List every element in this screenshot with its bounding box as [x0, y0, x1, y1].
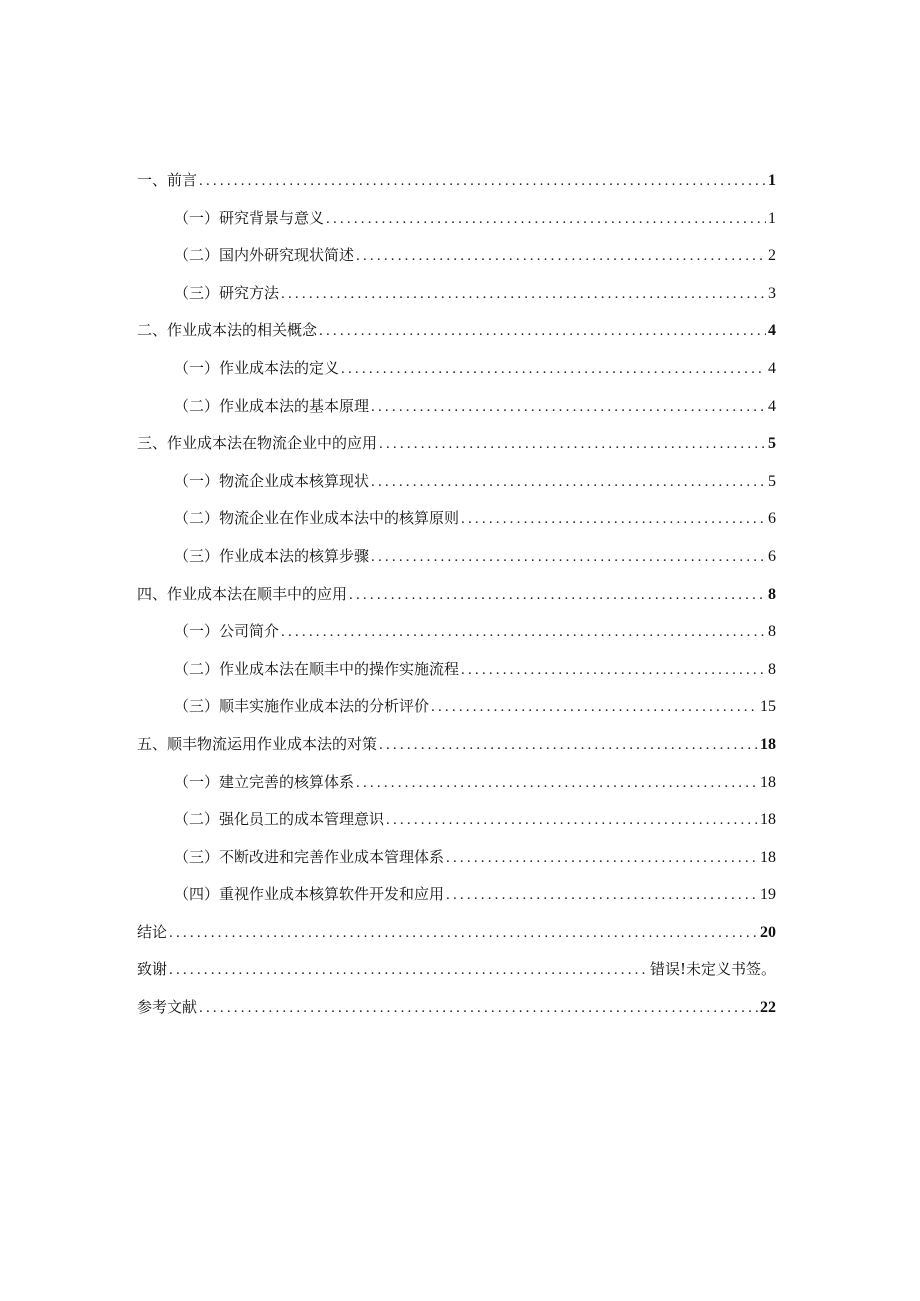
toc-page-number: 5 — [768, 472, 776, 490]
toc-dot-leader — [169, 958, 648, 982]
toc-page-number: 8 — [768, 585, 776, 603]
toc-dot-leader — [319, 319, 766, 343]
toc-entry-title: （一）建立完善的核算体系 — [174, 772, 355, 791]
toc-entry-title: 结论 — [137, 922, 168, 941]
toc-page-number: 22 — [760, 999, 776, 1017]
toc-page-number: 8 — [768, 660, 776, 678]
toc-entry-title: 二、作业成本法的相关概念 — [137, 321, 318, 340]
toc-dot-leader — [199, 996, 758, 1020]
toc-bookmark-error-text: 错误!未定义书签。 — [649, 960, 776, 979]
toc-entry-abc-concepts[interactable] — [137, 318, 776, 356]
toc-entry-abc-definition[interactable] — [137, 356, 776, 394]
toc-entry-title: （一）研究背景与意义 — [174, 208, 325, 227]
toc-entry-title: 致谢 — [137, 960, 168, 979]
toc-page-number: 6 — [768, 510, 776, 528]
toc-entry-cost-status[interactable] — [137, 469, 776, 507]
toc-entry-accounting-system[interactable] — [137, 770, 776, 808]
toc-entry-management-system[interactable] — [137, 845, 776, 883]
toc-entry-software-development[interactable] — [137, 882, 776, 920]
toc-dot-leader — [461, 507, 766, 531]
toc-entry-title: （一）作业成本法的定义 — [174, 358, 340, 377]
toc-entry-research-method[interactable] — [137, 281, 776, 319]
toc-entry-title: （三）作业成本法的核算步骤 — [174, 546, 370, 565]
toc-entry-title: （四）重视作业成本核算软件开发和应用 — [174, 885, 445, 904]
toc-entry-research-background[interactable] — [137, 206, 776, 244]
toc-entry-title: 四、作业成本法在顺丰中的应用 — [137, 584, 348, 603]
toc-page-number: 6 — [768, 547, 776, 565]
toc-dot-leader — [341, 357, 766, 381]
toc-dot-leader — [446, 883, 758, 907]
toc-dot-leader — [371, 545, 766, 569]
toc-page-number: 4 — [768, 359, 776, 377]
toc-entry-implementation-process[interactable] — [137, 657, 776, 695]
toc-page-number: 5 — [768, 435, 776, 453]
toc-entry-title: （二）作业成本法的基本原理 — [174, 396, 370, 415]
toc-page-number: 18 — [760, 848, 776, 866]
toc-page-number: 3 — [768, 284, 776, 302]
toc-entry-title: 一、前言 — [137, 171, 198, 189]
toc-entry-abc-logistics[interactable] — [137, 431, 776, 469]
toc-entry-title: 参考文献 — [137, 998, 198, 1017]
toc-dot-leader — [281, 282, 766, 306]
toc-page-number: 19 — [760, 886, 776, 904]
toc-dot-leader — [371, 470, 766, 494]
toc-page-number: 20 — [760, 923, 776, 941]
toc-page-number: 4 — [768, 397, 776, 415]
toc-entry-conclusion[interactable] — [137, 920, 776, 958]
toc-page-number: 1 — [768, 172, 776, 189]
toc-dot-leader — [356, 771, 758, 795]
toc-dot-leader — [461, 658, 766, 682]
toc-entry-cost-awareness[interactable] — [137, 807, 776, 845]
toc-entry-title: （二）作业成本法在顺丰中的操作实施流程 — [174, 659, 460, 678]
toc-page-number: 1 — [768, 209, 776, 227]
toc-dot-leader — [349, 583, 766, 607]
toc-dot-leader — [386, 808, 758, 832]
toc-entry-company-profile[interactable] — [137, 619, 776, 657]
toc-dot-leader — [169, 921, 758, 945]
toc-page-number: 18 — [760, 773, 776, 791]
toc-page-number: 4 — [768, 322, 776, 340]
toc-entry-title: （三）研究方法 — [174, 283, 280, 302]
toc-entry-abc-principle[interactable] — [137, 394, 776, 432]
toc-entry-acknowledgements[interactable] — [137, 957, 776, 995]
toc-entry-accounting-principles[interactable] — [137, 506, 776, 544]
toc-entry-abc-sf[interactable] — [137, 582, 776, 620]
toc-page-number: 8 — [768, 623, 776, 641]
toc-entry-literature-review[interactable] — [137, 243, 776, 281]
toc-entry-accounting-steps[interactable] — [137, 544, 776, 582]
toc-entry-analysis-evaluation[interactable] — [137, 694, 776, 732]
toc-dot-leader — [281, 620, 766, 644]
toc-entry-title: 五、顺丰物流运用作业成本法的对策 — [137, 734, 378, 753]
toc-page-number: 15 — [760, 698, 776, 716]
toc-dot-leader — [379, 733, 758, 757]
toc-entry-references[interactable] — [137, 995, 776, 1033]
toc-dot-leader — [431, 695, 758, 719]
toc-entry-title: 三、作业成本法在物流企业中的应用 — [137, 434, 378, 453]
toc-entry-title: （一）物流企业成本核算现状 — [174, 471, 370, 490]
toc-dot-leader — [326, 207, 766, 231]
toc-entry-title: （二）物流企业在作业成本法中的核算原则 — [174, 509, 460, 528]
toc-entry-title: （一）公司简介 — [174, 622, 280, 641]
toc-page-number: 18 — [760, 811, 776, 829]
table-of-contents — [137, 168, 776, 1033]
toc-entry-title: （三）不断改进和完善作业成本管理体系 — [174, 847, 445, 866]
toc-entry-title: （三）顺丰实施作业成本法的分析评价 — [174, 697, 430, 716]
toc-entry-title: （二）国内外研究现状简述 — [174, 246, 355, 265]
toc-dot-leader — [446, 846, 758, 870]
toc-page-number: 2 — [768, 247, 776, 265]
toc-entry-title: （二）强化员工的成本管理意识 — [174, 810, 385, 829]
toc-entry-preface[interactable] — [137, 168, 776, 206]
toc-entry-countermeasures[interactable] — [137, 732, 776, 770]
toc-dot-leader — [356, 244, 766, 268]
toc-page-number: 18 — [760, 735, 776, 753]
toc-dot-leader — [379, 432, 766, 456]
toc-dot-leader — [371, 395, 766, 419]
toc-dot-leader — [199, 169, 766, 193]
